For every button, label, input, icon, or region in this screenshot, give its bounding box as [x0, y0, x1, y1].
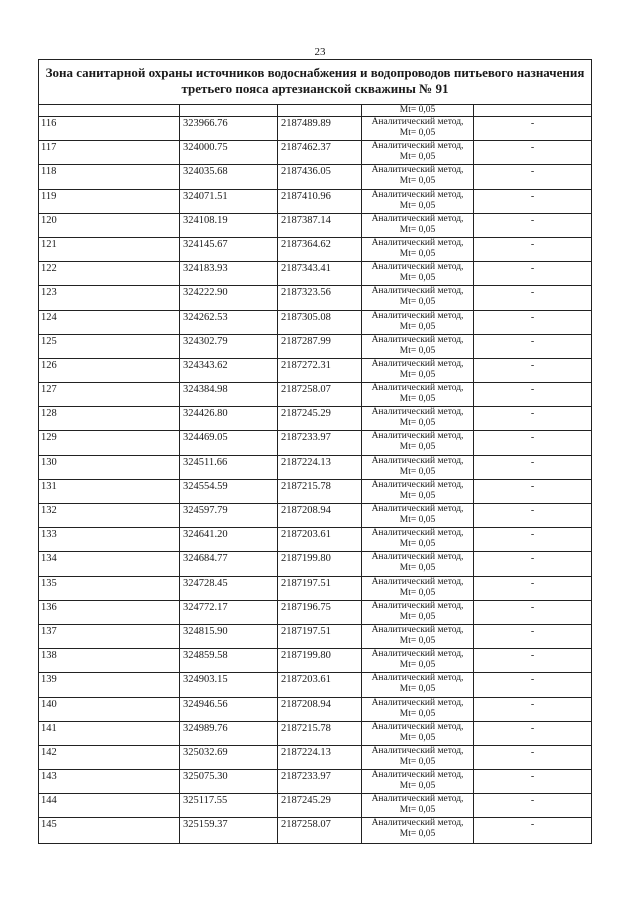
x-coordinate-cell: 323966.76	[180, 117, 278, 140]
table-row	[39, 649, 591, 673]
method-label: Аналитический метод,	[371, 600, 464, 611]
x-coordinate-cell: 325075.30	[180, 770, 278, 793]
y-coordinate-cell: 2187215.78	[278, 480, 362, 503]
point-number-cell: 124	[39, 311, 180, 334]
note-cell: -	[530, 166, 535, 178]
y-coordinate-cell: 2187489.89	[278, 117, 362, 140]
x-coordinate-cell: 324946.56	[180, 698, 278, 721]
table-row	[39, 698, 591, 722]
method-label: Аналитический метод,	[371, 334, 464, 345]
x-coordinate-cell: 324145.67	[180, 238, 278, 261]
method-cell	[362, 480, 474, 503]
method-cell	[362, 746, 474, 769]
accuracy-value: Mt= 0,05	[399, 660, 436, 671]
x-coordinate-cell: 324684.77	[180, 552, 278, 575]
method-cell	[362, 456, 474, 479]
table-row	[39, 673, 591, 697]
note-cell: -	[530, 408, 535, 420]
method-cell	[362, 552, 474, 575]
accuracy-value: Mt= 0,05	[399, 273, 436, 284]
table-row	[39, 407, 591, 431]
table-row	[39, 577, 591, 601]
table-row	[39, 528, 591, 552]
method-label: Аналитический метод,	[371, 745, 464, 756]
table-body	[39, 117, 591, 843]
method-label: Аналитический метод,	[371, 624, 464, 635]
table-row	[39, 431, 591, 455]
y-coordinate-cell: 2187364.62	[278, 238, 362, 261]
point-number-cell: 141	[39, 722, 180, 745]
continued-accuracy-cell: Mt= 0,05	[362, 105, 474, 116]
continued-x-cell	[180, 105, 278, 116]
method-label: Аналитический метод,	[371, 189, 464, 200]
method-label: Аналитический метод,	[371, 649, 464, 660]
method-cell	[362, 335, 474, 358]
accuracy-value: Mt= 0,05	[399, 128, 436, 138]
y-coordinate-cell: 2187462.37	[278, 141, 362, 164]
x-coordinate-cell: 324000.75	[180, 141, 278, 164]
x-coordinate-cell: 324071.51	[180, 190, 278, 213]
table-row	[39, 480, 591, 504]
x-coordinate-cell: 324728.45	[180, 577, 278, 600]
accuracy-value: Mt= 0,05	[399, 539, 436, 550]
method-label: Аналитический метод,	[371, 165, 464, 176]
method-cell	[362, 770, 474, 793]
y-coordinate-cell: 2187203.61	[278, 673, 362, 696]
table-row	[39, 311, 591, 335]
point-number-cell: 126	[39, 359, 180, 382]
method-label: Аналитический метод,	[371, 528, 464, 539]
note-cell: -	[530, 771, 535, 783]
note-cell: -	[530, 287, 535, 299]
method-cell	[362, 311, 474, 334]
y-coordinate-cell: 2187245.29	[278, 407, 362, 430]
y-coordinate-cell: 2187233.97	[278, 431, 362, 454]
method-label: Аналитический метод,	[371, 455, 464, 466]
method-cell	[362, 649, 474, 672]
method-label: Аналитический метод,	[371, 818, 464, 829]
accuracy-value: Mt= 0,05	[399, 829, 436, 840]
y-coordinate-cell: 2187199.80	[278, 649, 362, 672]
note-cell: -	[530, 118, 535, 129]
method-label: Аналитический метод,	[371, 213, 464, 224]
table-row	[39, 504, 591, 528]
note-cell: -	[530, 263, 535, 275]
table-row	[39, 141, 591, 165]
x-coordinate-cell: 324469.05	[180, 431, 278, 454]
table-row	[39, 286, 591, 310]
point-number-cell: 143	[39, 770, 180, 793]
accuracy-value: Mt= 0,05	[399, 321, 436, 332]
accuracy-value: Mt= 0,05	[399, 466, 436, 477]
point-number-cell: 136	[39, 601, 180, 624]
note-cell: -	[530, 601, 535, 613]
point-number-cell: 135	[39, 577, 180, 600]
point-number-cell: 133	[39, 528, 180, 551]
x-coordinate-cell: 324343.62	[180, 359, 278, 382]
method-label: Аналитический метод,	[371, 770, 464, 781]
table-row	[39, 359, 591, 383]
accuracy-value: Mt= 0,05	[399, 152, 436, 163]
accuracy-value: Mt= 0,05	[399, 200, 436, 211]
method-cell	[362, 407, 474, 430]
method-label: Аналитический метод,	[371, 383, 464, 394]
y-coordinate-cell: 2187343.41	[278, 262, 362, 285]
accuracy-value: Mt= 0,05	[399, 587, 436, 598]
method-cell	[362, 117, 474, 140]
method-cell	[362, 262, 474, 285]
accuracy-value: Mt= 0,05	[399, 248, 436, 259]
x-coordinate-cell: 324183.93	[180, 262, 278, 285]
point-number-cell: 123	[39, 286, 180, 309]
point-number-cell: 118	[39, 165, 180, 188]
accuracy-value: Mt= 0,05	[399, 490, 436, 501]
method-cell	[362, 141, 474, 164]
accuracy-value: Mt= 0,05	[399, 781, 436, 792]
x-coordinate-cell: 324554.59	[180, 480, 278, 503]
y-coordinate-cell: 2187258.07	[278, 383, 362, 406]
accuracy-value: Mt= 0,05	[399, 369, 436, 380]
accuracy-value: Mt= 0,05	[399, 708, 436, 719]
point-number-cell: 139	[39, 673, 180, 696]
y-coordinate-cell: 2187224.13	[278, 456, 362, 479]
method-label: Аналитический метод,	[371, 479, 464, 490]
method-label: Аналитический метод,	[371, 286, 464, 297]
y-coordinate-cell: 2187208.94	[278, 698, 362, 721]
method-label: Аналитический метод,	[371, 310, 464, 321]
point-number-cell: 134	[39, 552, 180, 575]
method-cell	[362, 214, 474, 237]
table-row	[39, 165, 591, 189]
y-coordinate-cell: 2187203.61	[278, 528, 362, 551]
point-number-cell: 116	[39, 117, 180, 140]
note-cell: -	[530, 190, 535, 202]
note-cell: -	[530, 432, 535, 444]
method-cell	[362, 165, 474, 188]
table-row	[39, 117, 591, 141]
method-label: Аналитический метод,	[371, 141, 464, 152]
method-cell	[362, 359, 474, 382]
accuracy-value: Mt= 0,05	[399, 635, 436, 646]
note-cell: -	[530, 505, 535, 516]
method-cell	[362, 722, 474, 745]
method-label: Аналитический метод,	[371, 721, 464, 732]
y-coordinate-cell: 2187245.29	[278, 794, 362, 817]
note-cell: -	[530, 698, 535, 710]
note-cell: -	[530, 746, 535, 758]
point-number-cell: 137	[39, 625, 180, 648]
point-number-cell: 142	[39, 746, 180, 769]
y-coordinate-cell: 2187208.94	[278, 504, 362, 527]
y-coordinate-cell: 2187196.75	[278, 601, 362, 624]
note-cell: -	[530, 335, 535, 347]
method-label: Аналитический метод,	[371, 697, 464, 708]
accuracy-value: Mt= 0,05	[399, 732, 436, 743]
method-cell	[362, 190, 474, 213]
method-label: Аналитический метод,	[371, 794, 464, 805]
x-coordinate-cell: 324772.17	[180, 601, 278, 624]
method-cell	[362, 818, 474, 842]
point-number-cell: 140	[39, 698, 180, 721]
y-coordinate-cell: 2187258.07	[278, 818, 362, 842]
accuracy-value: Mt= 0,05	[399, 224, 436, 235]
method-label: Аналитический метод,	[371, 576, 464, 587]
method-label: Аналитический метод,	[371, 262, 464, 273]
accuracy-value: Mt= 0,05	[399, 345, 436, 356]
method-label: Аналитический метод,	[371, 673, 464, 684]
method-cell	[362, 528, 474, 551]
note-cell: -	[530, 625, 535, 637]
table-row	[39, 625, 591, 649]
table-row	[39, 794, 591, 818]
method-cell	[362, 286, 474, 309]
note-cell: -	[530, 456, 535, 468]
point-number-cell: 127	[39, 383, 180, 406]
accuracy-value: Mt= 0,05	[399, 515, 436, 525]
accuracy-value: Mt= 0,05	[399, 442, 436, 453]
table-header	[39, 60, 591, 105]
coordinates-table	[38, 59, 592, 844]
table-row	[39, 722, 591, 746]
table-row	[39, 601, 591, 625]
y-coordinate-cell: 2187387.14	[278, 214, 362, 237]
method-cell	[362, 673, 474, 696]
point-number-cell: 120	[39, 214, 180, 237]
method-cell	[362, 577, 474, 600]
x-coordinate-cell: 324989.76	[180, 722, 278, 745]
point-number-cell: 122	[39, 262, 180, 285]
method-label: Аналитический метод,	[371, 407, 464, 418]
accuracy-value: Mt= 0,05	[399, 418, 436, 429]
x-coordinate-cell: 324511.66	[180, 456, 278, 479]
x-coordinate-cell: 324859.58	[180, 649, 278, 672]
note-cell: -	[530, 384, 535, 396]
x-coordinate-cell: 324302.79	[180, 335, 278, 358]
table-row	[39, 818, 591, 842]
method-cell	[362, 698, 474, 721]
table-row	[39, 262, 591, 286]
note-cell: -	[530, 142, 535, 154]
y-coordinate-cell: 2187323.56	[278, 286, 362, 309]
method-label: Аналитический метод,	[371, 504, 464, 514]
x-coordinate-cell: 324035.68	[180, 165, 278, 188]
x-coordinate-cell: 325032.69	[180, 746, 278, 769]
x-coordinate-cell: 324426.80	[180, 407, 278, 430]
y-coordinate-cell: 2187410.96	[278, 190, 362, 213]
method-cell	[362, 601, 474, 624]
point-number-cell: 132	[39, 504, 180, 527]
y-coordinate-cell: 2187287.99	[278, 335, 362, 358]
note-cell: -	[530, 359, 535, 371]
note-cell: -	[530, 722, 535, 734]
table-row	[39, 456, 591, 480]
point-number-cell: 125	[39, 335, 180, 358]
table-row	[39, 770, 591, 794]
continued-num-cell	[39, 105, 180, 116]
accuracy-value: Mt= 0,05	[399, 176, 436, 187]
y-coordinate-cell: 2187233.97	[278, 770, 362, 793]
table-row	[39, 746, 591, 770]
note-cell: -	[530, 674, 535, 686]
accuracy-value: Mt= 0,05	[399, 563, 436, 574]
x-coordinate-cell: 325117.55	[180, 794, 278, 817]
page-number: 23	[314, 46, 326, 58]
note-cell: -	[530, 214, 535, 226]
y-coordinate-cell: 2187224.13	[278, 746, 362, 769]
table-row	[39, 335, 591, 359]
y-coordinate-cell: 2187436.05	[278, 165, 362, 188]
method-cell	[362, 431, 474, 454]
x-coordinate-cell: 324815.90	[180, 625, 278, 648]
method-label: Аналитический метод,	[371, 358, 464, 369]
point-number-cell: 121	[39, 238, 180, 261]
note-cell: -	[530, 819, 535, 831]
table-row	[39, 214, 591, 238]
note-cell: -	[530, 311, 535, 323]
continued-row	[39, 105, 591, 117]
continued-y-cell	[278, 105, 362, 116]
method-label: Аналитический метод,	[371, 552, 464, 563]
point-number-cell: 145	[39, 818, 180, 842]
point-number-cell: 128	[39, 407, 180, 430]
table-row	[39, 552, 591, 576]
note-cell: -	[530, 480, 535, 492]
point-number-cell: 129	[39, 431, 180, 454]
y-coordinate-cell: 2187197.51	[278, 577, 362, 600]
point-number-cell: 117	[39, 141, 180, 164]
note-cell: -	[530, 650, 535, 662]
note-cell: -	[530, 553, 535, 565]
method-label: Аналитический метод,	[371, 237, 464, 248]
y-coordinate-cell: 2187272.31	[278, 359, 362, 382]
y-coordinate-cell: 2187197.51	[278, 625, 362, 648]
point-number-cell: 131	[39, 480, 180, 503]
method-cell	[362, 625, 474, 648]
header-title-line1: Зона санитарной охраны источников водоснабжения и водопроводов питьевого назначения	[45, 65, 585, 80]
method-cell	[362, 238, 474, 261]
table-row	[39, 238, 591, 262]
accuracy-value: Mt= 0,05	[399, 756, 436, 767]
point-number-cell: 119	[39, 190, 180, 213]
point-number-cell: 144	[39, 794, 180, 817]
y-coordinate-cell: 2187305.08	[278, 311, 362, 334]
note-cell: -	[530, 795, 535, 807]
accuracy-value: Mt= 0,05	[399, 684, 436, 695]
accuracy-value: Mt= 0,05	[399, 611, 436, 622]
note-cell: -	[530, 529, 535, 541]
accuracy-value: Mt= 0,05	[399, 805, 436, 816]
table-row	[39, 190, 591, 214]
method-cell	[362, 504, 474, 527]
point-number-cell: 130	[39, 456, 180, 479]
accuracy-value: Mt= 0,05	[399, 297, 436, 308]
x-coordinate-cell: 324108.19	[180, 214, 278, 237]
point-number-cell: 138	[39, 649, 180, 672]
x-coordinate-cell: 324262.53	[180, 311, 278, 334]
method-cell	[362, 794, 474, 817]
x-coordinate-cell: 324222.90	[180, 286, 278, 309]
table-row	[39, 383, 591, 407]
accuracy-value: Mt= 0,05	[399, 394, 436, 405]
note-cell: -	[530, 577, 535, 589]
method-label: Аналитический метод,	[371, 117, 464, 127]
y-coordinate-cell: 2187215.78	[278, 722, 362, 745]
x-coordinate-cell: 324384.98	[180, 383, 278, 406]
y-coordinate-cell: 2187199.80	[278, 552, 362, 575]
method-label: Аналитический метод,	[371, 431, 464, 442]
x-coordinate-cell: 325159.37	[180, 818, 278, 842]
x-coordinate-cell: 324641.20	[180, 528, 278, 551]
note-cell: -	[530, 238, 535, 250]
header-title-line2: третьего пояса артезианской скважины № 91	[181, 81, 449, 96]
x-coordinate-cell: 324597.79	[180, 504, 278, 527]
continued-note-cell	[474, 105, 591, 116]
method-cell	[362, 383, 474, 406]
x-coordinate-cell: 324903.15	[180, 673, 278, 696]
